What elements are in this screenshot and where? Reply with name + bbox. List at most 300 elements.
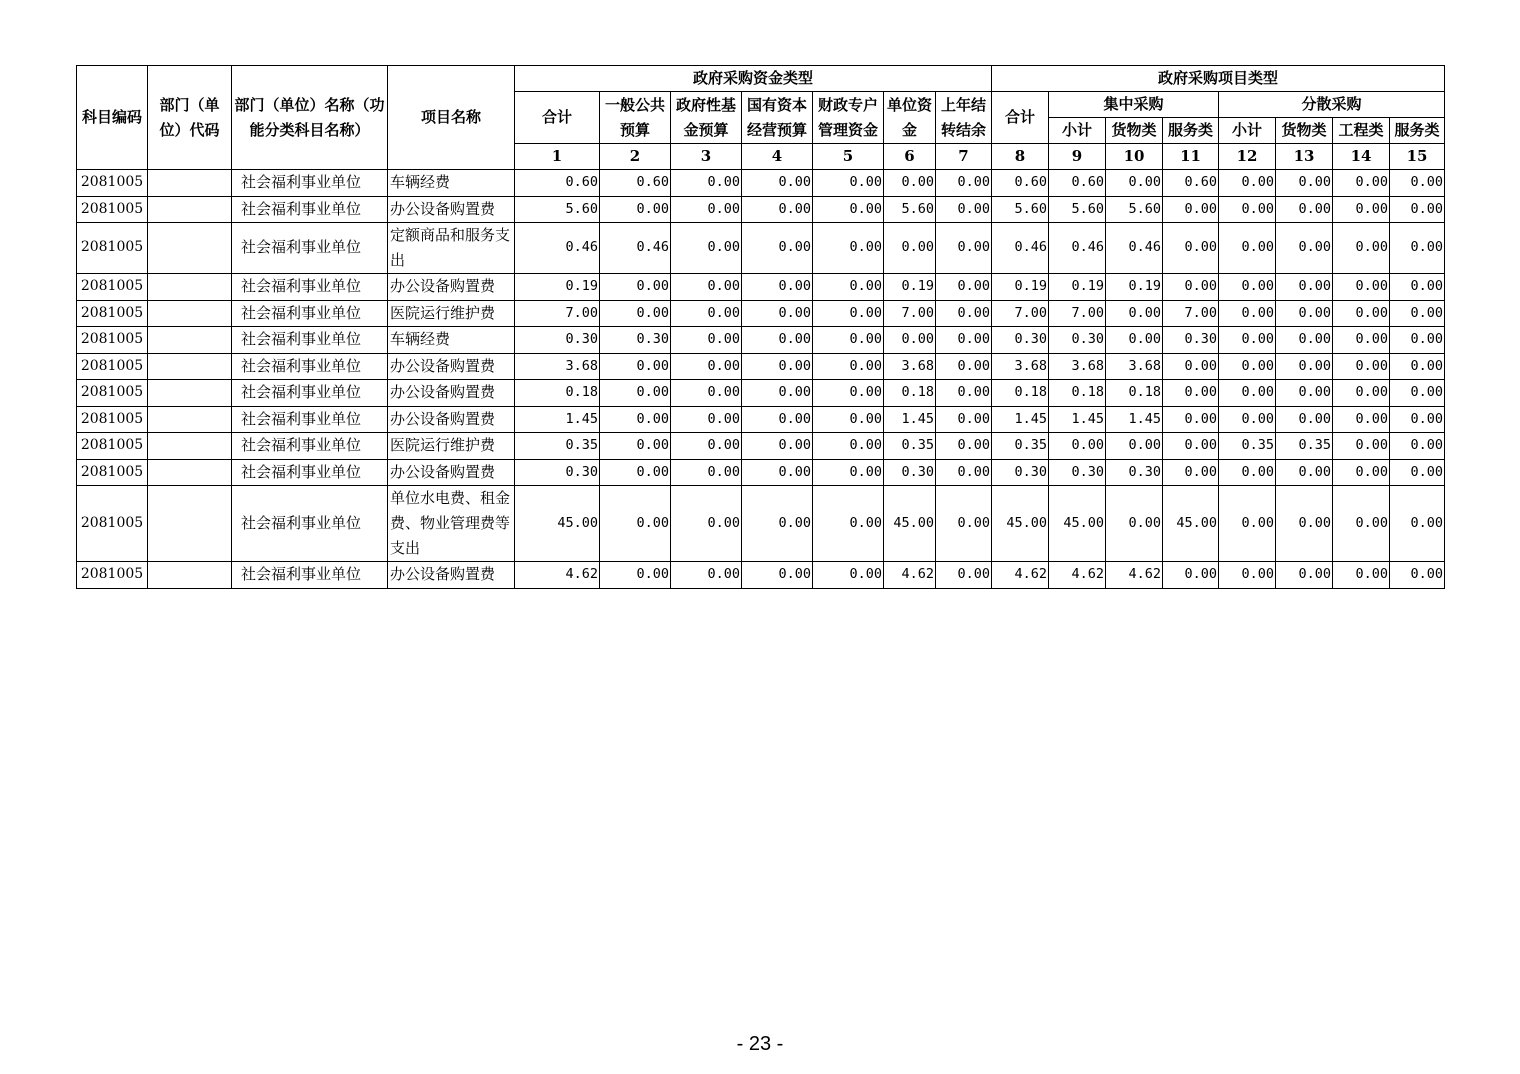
cell-value: 0.60 [515, 170, 600, 197]
table-row [77, 223, 1445, 274]
cell-value: 0.00 [813, 562, 884, 589]
header-fiscal-special: 财政专户管理资金 [813, 92, 884, 144]
cell-subject-code: 2081005 [77, 459, 148, 486]
cell-value: 0.00 [1106, 300, 1163, 327]
column-number: 8 [992, 144, 1049, 170]
cell-value: 0.00 [813, 300, 884, 327]
cell-value: 0.00 [1219, 274, 1276, 301]
cell-value: 4.62 [515, 562, 600, 589]
cell-value: 0.00 [936, 170, 992, 197]
cell-dept-code [148, 353, 232, 380]
cell-value: 0.46 [992, 223, 1049, 274]
cell-value: 0.30 [992, 459, 1049, 486]
cell-subject-code: 2081005 [77, 406, 148, 433]
header-general-budget: 一般公共预算 [600, 92, 671, 144]
cell-value: 0.00 [1333, 562, 1390, 589]
cell-value: 3.68 [884, 353, 936, 380]
cell-dept-name: 社会福利事业单位 [232, 274, 388, 301]
cell-value: 0.00 [813, 406, 884, 433]
cell-subject-code: 2081005 [77, 300, 148, 327]
table-row [77, 459, 1445, 486]
cell-dept-code [148, 170, 232, 197]
table-row [77, 486, 1445, 562]
cell-value: 0.00 [600, 433, 671, 460]
cell-value: 0.30 [600, 327, 671, 354]
cell-value: 0.00 [936, 353, 992, 380]
cell-value: 5.60 [1049, 196, 1106, 223]
cell-dept-code [148, 406, 232, 433]
cell-value: 0.00 [671, 380, 742, 407]
cell-value: 0.00 [1219, 406, 1276, 433]
cell-value: 0.00 [742, 562, 813, 589]
cell-value: 0.00 [1106, 170, 1163, 197]
cell-value: 0.00 [600, 562, 671, 589]
column-number: 12 [1219, 144, 1276, 170]
header-c-subtotal: 小计 [1049, 118, 1106, 144]
cell-value: 0.00 [936, 380, 992, 407]
cell-value: 0.30 [884, 459, 936, 486]
cell-value: 0.46 [515, 223, 600, 274]
cell-value: 1.45 [992, 406, 1049, 433]
cell-dept-name: 社会福利事业单位 [232, 196, 388, 223]
cell-value: 0.00 [813, 274, 884, 301]
cell-value: 7.00 [1049, 300, 1106, 327]
cell-value: 0.00 [1219, 562, 1276, 589]
cell-value: 0.00 [600, 486, 671, 562]
cell-value: 0.35 [1276, 433, 1333, 460]
cell-value: 0.00 [1049, 433, 1106, 460]
cell-value: 0.30 [1163, 327, 1219, 354]
cell-dept-code [148, 380, 232, 407]
cell-value: 5.60 [992, 196, 1049, 223]
cell-value: 0.35 [884, 433, 936, 460]
cell-dept-name: 社会福利事业单位 [232, 353, 388, 380]
cell-dept-name: 社会福利事业单位 [232, 223, 388, 274]
cell-value: 0.00 [1390, 223, 1445, 274]
cell-value: 0.00 [600, 274, 671, 301]
cell-value: 0.35 [1219, 433, 1276, 460]
cell-value: 0.00 [1276, 486, 1333, 562]
cell-value: 0.30 [515, 459, 600, 486]
cell-value: 1.45 [1106, 406, 1163, 433]
header-d-services: 服务类 [1390, 118, 1445, 144]
cell-value: 4.62 [992, 562, 1049, 589]
cell-value: 45.00 [992, 486, 1049, 562]
column-number: 2 [600, 144, 671, 170]
header-state-capital-budget: 国有资本经营预算 [742, 92, 813, 144]
cell-value: 0.00 [936, 223, 992, 274]
cell-value: 0.60 [1049, 170, 1106, 197]
cell-value: 0.00 [936, 433, 992, 460]
cell-value: 0.00 [671, 562, 742, 589]
cell-value: 0.00 [1276, 274, 1333, 301]
cell-project-name: 办公设备购置费 [388, 353, 515, 380]
column-number: 3 [671, 144, 742, 170]
cell-value: 0.30 [1049, 327, 1106, 354]
cell-value: 7.00 [1163, 300, 1219, 327]
procurement-budget-table [76, 65, 1445, 589]
cell-value: 0.00 [813, 486, 884, 562]
cell-value: 0.00 [936, 406, 992, 433]
cell-subject-code: 2081005 [77, 274, 148, 301]
cell-value: 0.00 [1276, 380, 1333, 407]
header-dept-code: 部门（单位）代码 [148, 66, 232, 170]
cell-value: 45.00 [1049, 486, 1106, 562]
cell-value: 0.46 [600, 223, 671, 274]
cell-value: 0.00 [1163, 196, 1219, 223]
cell-value: 0.60 [992, 170, 1049, 197]
table-row [77, 406, 1445, 433]
cell-value: 1.45 [515, 406, 600, 433]
header-project-type-group: 政府采购项目类型 [992, 66, 1445, 92]
cell-value: 0.60 [600, 170, 671, 197]
cell-value: 0.00 [1390, 327, 1445, 354]
cell-value: 0.00 [813, 459, 884, 486]
cell-value: 0.00 [813, 170, 884, 197]
cell-value: 0.00 [600, 196, 671, 223]
cell-value: 0.00 [1106, 486, 1163, 562]
cell-value: 0.00 [936, 196, 992, 223]
table-row [77, 353, 1445, 380]
cell-value: 0.00 [1219, 300, 1276, 327]
cell-value: 0.00 [600, 300, 671, 327]
cell-value: 0.00 [1390, 406, 1445, 433]
cell-value: 0.00 [742, 300, 813, 327]
cell-value: 0.30 [1106, 459, 1163, 486]
cell-value: 0.00 [884, 170, 936, 197]
cell-value: 0.46 [1106, 223, 1163, 274]
cell-value: 0.00 [742, 223, 813, 274]
cell-value: 0.00 [1163, 459, 1219, 486]
cell-value: 4.62 [1106, 562, 1163, 589]
cell-dept-code [148, 327, 232, 354]
cell-value: 0.60 [1163, 170, 1219, 197]
cell-value: 4.62 [884, 562, 936, 589]
cell-value: 0.00 [1333, 380, 1390, 407]
cell-value: 0.00 [1333, 223, 1390, 274]
cell-dept-code [148, 562, 232, 589]
cell-value: 7.00 [884, 300, 936, 327]
cell-value: 0.00 [1163, 274, 1219, 301]
cell-dept-code [148, 300, 232, 327]
cell-value: 0.35 [515, 433, 600, 460]
cell-dept-code [148, 274, 232, 301]
cell-value: 0.00 [1390, 274, 1445, 301]
cell-dept-name: 社会福利事业单位 [232, 327, 388, 354]
cell-value: 0.00 [1219, 459, 1276, 486]
cell-value: 0.00 [1333, 196, 1390, 223]
cell-value: 0.00 [742, 459, 813, 486]
column-number: 4 [742, 144, 813, 170]
cell-value: 0.00 [1333, 433, 1390, 460]
table-row [77, 170, 1445, 197]
cell-project-name: 车辆经费 [388, 170, 515, 197]
cell-project-name: 定额商品和服务支出 [388, 223, 515, 274]
header-c-goods: 货物类 [1106, 118, 1163, 144]
cell-value: 0.00 [600, 353, 671, 380]
column-number: 14 [1333, 144, 1390, 170]
cell-subject-code: 2081005 [77, 353, 148, 380]
cell-value: 0.00 [1390, 170, 1445, 197]
cell-value: 0.00 [671, 300, 742, 327]
cell-value: 0.00 [742, 380, 813, 407]
cell-value: 0.35 [992, 433, 1049, 460]
cell-value: 0.00 [1219, 380, 1276, 407]
header-project-total: 合计 [992, 92, 1049, 144]
cell-dept-name: 社会福利事业单位 [232, 459, 388, 486]
cell-dept-code [148, 433, 232, 460]
cell-value: 0.00 [600, 459, 671, 486]
cell-value: 0.00 [936, 562, 992, 589]
cell-value: 0.00 [742, 196, 813, 223]
cell-value: 0.00 [1219, 196, 1276, 223]
cell-value: 0.00 [671, 353, 742, 380]
cell-value: 0.30 [1049, 459, 1106, 486]
cell-value: 0.00 [1163, 380, 1219, 407]
cell-value: 0.00 [1163, 433, 1219, 460]
cell-dept-name: 社会福利事业单位 [232, 300, 388, 327]
cell-value: 0.00 [1106, 433, 1163, 460]
cell-project-name: 办公设备购置费 [388, 196, 515, 223]
cell-value: 0.00 [1390, 196, 1445, 223]
column-number: 7 [936, 144, 992, 170]
cell-value: 0.00 [1163, 562, 1219, 589]
cell-value: 0.00 [671, 459, 742, 486]
cell-project-name: 办公设备购置费 [388, 380, 515, 407]
cell-value: 0.00 [936, 486, 992, 562]
cell-value: 0.00 [742, 353, 813, 380]
cell-value: 0.00 [1219, 353, 1276, 380]
cell-subject-code: 2081005 [77, 327, 148, 354]
cell-value: 0.00 [742, 406, 813, 433]
cell-value: 0.00 [671, 327, 742, 354]
cell-value: 0.00 [1390, 380, 1445, 407]
header-centralized: 集中采购 [1049, 92, 1219, 118]
cell-dept-code [148, 223, 232, 274]
cell-subject-code: 2081005 [77, 223, 148, 274]
cell-value: 0.18 [884, 380, 936, 407]
cell-value: 0.00 [813, 380, 884, 407]
cell-value: 0.00 [671, 196, 742, 223]
header-project-name: 项目名称 [388, 66, 515, 170]
cell-value: 0.00 [742, 170, 813, 197]
cell-value: 0.00 [742, 327, 813, 354]
cell-dept-code [148, 486, 232, 562]
cell-value: 0.00 [1390, 486, 1445, 562]
cell-value: 5.60 [515, 196, 600, 223]
cell-project-name: 车辆经费 [388, 327, 515, 354]
cell-subject-code: 2081005 [77, 562, 148, 589]
column-number: 1 [515, 144, 600, 170]
cell-value: 0.00 [1333, 170, 1390, 197]
cell-value: 0.00 [1219, 486, 1276, 562]
cell-value: 0.18 [1106, 380, 1163, 407]
cell-value: 0.00 [884, 223, 936, 274]
header-decentralized: 分散采购 [1219, 92, 1445, 118]
cell-value: 3.68 [1049, 353, 1106, 380]
cell-value: 45.00 [515, 486, 600, 562]
cell-value: 5.60 [884, 196, 936, 223]
cell-value: 0.00 [1163, 353, 1219, 380]
cell-value: 0.18 [992, 380, 1049, 407]
cell-dept-code [148, 459, 232, 486]
cell-value: 0.00 [1276, 406, 1333, 433]
cell-subject-code: 2081005 [77, 486, 148, 562]
header-carryover: 上年结转结余 [936, 92, 992, 144]
table-row [77, 562, 1445, 589]
cell-value: 0.00 [813, 223, 884, 274]
cell-value: 0.18 [515, 380, 600, 407]
cell-value: 0.00 [742, 274, 813, 301]
cell-value: 0.00 [671, 223, 742, 274]
cell-value: 0.00 [936, 459, 992, 486]
cell-value: 0.00 [1390, 562, 1445, 589]
cell-project-name: 办公设备购置费 [388, 459, 515, 486]
cell-dept-name: 社会福利事业单位 [232, 380, 388, 407]
cell-value: 0.46 [1049, 223, 1106, 274]
cell-dept-code [148, 196, 232, 223]
cell-subject-code: 2081005 [77, 196, 148, 223]
cell-value: 3.68 [1106, 353, 1163, 380]
cell-value: 0.00 [1276, 223, 1333, 274]
cell-value: 45.00 [884, 486, 936, 562]
column-number: 11 [1163, 144, 1219, 170]
cell-value: 0.19 [515, 274, 600, 301]
cell-value: 0.00 [671, 486, 742, 562]
column-number: 9 [1049, 144, 1106, 170]
cell-value: 0.00 [1390, 433, 1445, 460]
table-row [77, 300, 1445, 327]
cell-value: 0.19 [884, 274, 936, 301]
cell-value: 0.00 [1276, 459, 1333, 486]
column-number: 6 [884, 144, 936, 170]
cell-value: 7.00 [515, 300, 600, 327]
cell-value: 0.00 [671, 433, 742, 460]
cell-value: 0.00 [1219, 327, 1276, 354]
cell-value: 0.00 [742, 433, 813, 460]
cell-project-name: 单位水电费、租金费、物业管理费等支出 [388, 486, 515, 562]
header-fund-type-group: 政府采购资金类型 [515, 66, 992, 92]
table-row [77, 327, 1445, 354]
cell-value: 1.45 [1049, 406, 1106, 433]
table-row [77, 380, 1445, 407]
cell-value: 0.30 [515, 327, 600, 354]
column-number: 5 [813, 144, 884, 170]
cell-value: 5.60 [1106, 196, 1163, 223]
cell-value: 3.68 [515, 353, 600, 380]
cell-value: 0.00 [1390, 459, 1445, 486]
header-d-works: 工程类 [1333, 118, 1390, 144]
table-row [77, 433, 1445, 460]
cell-value: 0.00 [1333, 406, 1390, 433]
cell-value: 0.00 [1390, 353, 1445, 380]
column-number: 13 [1276, 144, 1333, 170]
cell-project-name: 医院运行维护费 [388, 300, 515, 327]
cell-value: 0.00 [1276, 562, 1333, 589]
cell-value: 0.00 [936, 274, 992, 301]
cell-value: 0.00 [936, 300, 992, 327]
cell-dept-name: 社会福利事业单位 [232, 562, 388, 589]
cell-value: 1.45 [884, 406, 936, 433]
page-number: - 23 - [736, 1033, 784, 1055]
cell-value: 0.00 [1333, 300, 1390, 327]
cell-value: 0.00 [671, 274, 742, 301]
cell-value: 0.18 [1049, 380, 1106, 407]
header-unit-funds: 单位资金 [884, 92, 936, 144]
cell-value: 0.00 [671, 170, 742, 197]
cell-value: 0.00 [1390, 300, 1445, 327]
cell-subject-code: 2081005 [77, 380, 148, 407]
cell-value: 0.00 [813, 353, 884, 380]
cell-value: 0.00 [1163, 223, 1219, 274]
cell-value: 3.68 [992, 353, 1049, 380]
column-number: 10 [1106, 144, 1163, 170]
cell-value: 0.00 [1163, 406, 1219, 433]
header-gov-fund-budget: 政府性基金预算 [671, 92, 742, 144]
cell-value: 0.00 [600, 380, 671, 407]
cell-value: 0.00 [671, 406, 742, 433]
header-dept-name: 部门（单位）名称（功能分类科目名称） [232, 66, 388, 170]
cell-value: 0.00 [936, 327, 992, 354]
cell-project-name: 医院运行维护费 [388, 433, 515, 460]
cell-project-name: 办公设备购置费 [388, 406, 515, 433]
cell-value: 0.00 [1276, 196, 1333, 223]
cell-value: 0.30 [992, 327, 1049, 354]
cell-value: 0.00 [1219, 223, 1276, 274]
cell-value: 0.00 [600, 406, 671, 433]
cell-dept-name: 社会福利事业单位 [232, 433, 388, 460]
cell-value: 0.00 [1333, 486, 1390, 562]
cell-value: 0.00 [1219, 170, 1276, 197]
cell-value: 4.62 [1049, 562, 1106, 589]
cell-value: 0.00 [1276, 353, 1333, 380]
cell-value: 0.00 [813, 196, 884, 223]
cell-value: 0.00 [1333, 327, 1390, 354]
cell-value: 0.00 [1333, 459, 1390, 486]
cell-value: 0.19 [1049, 274, 1106, 301]
cell-value: 0.19 [1106, 274, 1163, 301]
cell-value: 45.00 [1163, 486, 1219, 562]
cell-value: 0.00 [813, 433, 884, 460]
cell-value: 0.00 [742, 486, 813, 562]
cell-dept-name: 社会福利事业单位 [232, 170, 388, 197]
header-subject-code: 科目编码 [77, 66, 148, 170]
cell-value: 7.00 [992, 300, 1049, 327]
cell-subject-code: 2081005 [77, 433, 148, 460]
cell-project-name: 办公设备购置费 [388, 274, 515, 301]
table-header [77, 66, 1445, 170]
cell-value: 0.00 [1333, 353, 1390, 380]
cell-value: 0.00 [1106, 327, 1163, 354]
cell-dept-name: 社会福利事业单位 [232, 406, 388, 433]
cell-value: 0.00 [884, 327, 936, 354]
cell-dept-name: 社会福利事业单位 [232, 486, 388, 562]
table-row [77, 196, 1445, 223]
column-number: 15 [1390, 144, 1445, 170]
cell-value: 0.00 [1276, 300, 1333, 327]
header-d-goods: 货物类 [1276, 118, 1333, 144]
cell-value: 0.00 [1276, 327, 1333, 354]
cell-subject-code: 2081005 [77, 170, 148, 197]
cell-value: 0.00 [1276, 170, 1333, 197]
cell-value: 0.00 [813, 327, 884, 354]
table-body [77, 170, 1445, 589]
cell-value: 0.19 [992, 274, 1049, 301]
header-d-subtotal: 小计 [1219, 118, 1276, 144]
header-c-services: 服务类 [1163, 118, 1219, 144]
header-fund-total: 合计 [515, 92, 600, 144]
cell-value: 0.00 [1333, 274, 1390, 301]
